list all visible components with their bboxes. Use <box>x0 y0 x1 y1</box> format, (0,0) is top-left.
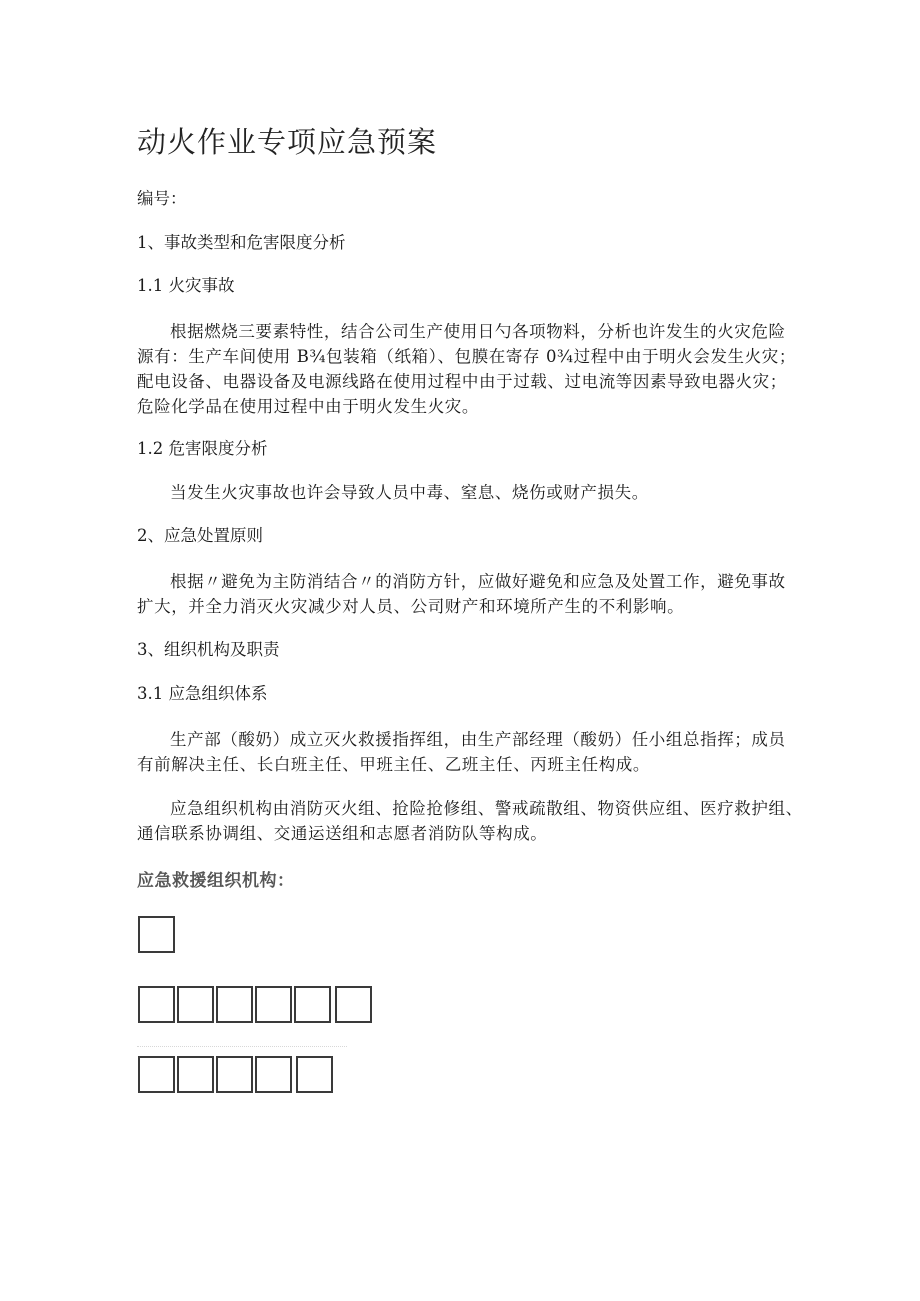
paragraph-harm: 当发生火灾事故也许会导致人员中毒、窒息、烧伤或财产损失。 <box>170 483 649 502</box>
section-1-heading: 1、事故类型和危害限度分析 <box>137 233 346 252</box>
paragraph-principle-line-1: 根据〃避免为主防消结合〃的消防方针，应做好避免和应急及处置工作，避免事故 <box>170 572 786 591</box>
section-1-1-heading: 1.1 火灾事故 <box>137 276 235 295</box>
section-3-heading: 3、组织机构及职责 <box>137 640 280 659</box>
org-chart-row1-box <box>335 986 372 1023</box>
org-chart-row1-box <box>255 986 292 1023</box>
document-title: 动火作业专项应急预案 <box>137 125 438 159</box>
org-chart-label: 应急救援组织机构： <box>137 871 295 891</box>
org-chart-row1-box <box>294 986 331 1023</box>
number-label: 编号： <box>137 189 187 208</box>
section-3-1-heading: 3.1 应急组织体系 <box>137 684 268 703</box>
paragraph-principle-line-2: 扩大，并全力消灭火灾减少对人员、公司财产和环境所产生的不利影响。 <box>137 597 685 616</box>
org-chart-row1-box <box>177 986 214 1023</box>
paragraph-org-line-2: 有前解决主任、长白班主任、甲班主任、乙班主任、丙班主任构成。 <box>137 755 650 774</box>
paragraph-fire-line-4: 危险化学品在使用过程中由于明火发生火灾。 <box>137 397 479 416</box>
org-chart-row1-box <box>216 986 253 1023</box>
section-1-2-heading: 1.2 危害限度分析 <box>137 439 268 458</box>
org-chart-row2-box <box>216 1056 253 1093</box>
org-chart-row2-box <box>255 1056 292 1093</box>
org-chart-row2-box <box>138 1056 175 1093</box>
org-chart-connector <box>137 1046 347 1047</box>
org-chart-top-box <box>138 916 175 953</box>
org-chart-row2-box <box>296 1056 333 1093</box>
paragraph-fire-line-2: 源有：生产车间使用 B¾包装箱（纸箱）、包膜在寄存 0¾过程中由于明火会发生火灾； <box>137 347 796 366</box>
paragraph-groups-line-2: 通信联系协调组、交通运送组和志愿者消防队等构成。 <box>137 824 548 843</box>
paragraph-groups-line-1: 应急组织机构由消防灭火组、抢险抢修组、警戒疏散组、物资供应组、医疗救护组、 <box>170 799 803 818</box>
org-chart-row2-box <box>177 1056 214 1093</box>
paragraph-org-line-1: 生产部（酸奶）成立灭火救援指挥组，由生产部经理（酸奶）任小组总指挥；成员 <box>170 730 786 749</box>
paragraph-fire-line-3: 配电设备、电器设备及电源线路在使用过程中由于过载、过电流等因素导致电器火灾； <box>137 372 787 391</box>
section-2-heading: 2、应急处置原则 <box>137 526 263 545</box>
paragraph-fire-line-1: 根据燃烧三要素特性，结合公司生产使用日勺各项物料，分析也许发生的火灾危险 <box>170 322 786 341</box>
org-chart-row1-box <box>138 986 175 1023</box>
